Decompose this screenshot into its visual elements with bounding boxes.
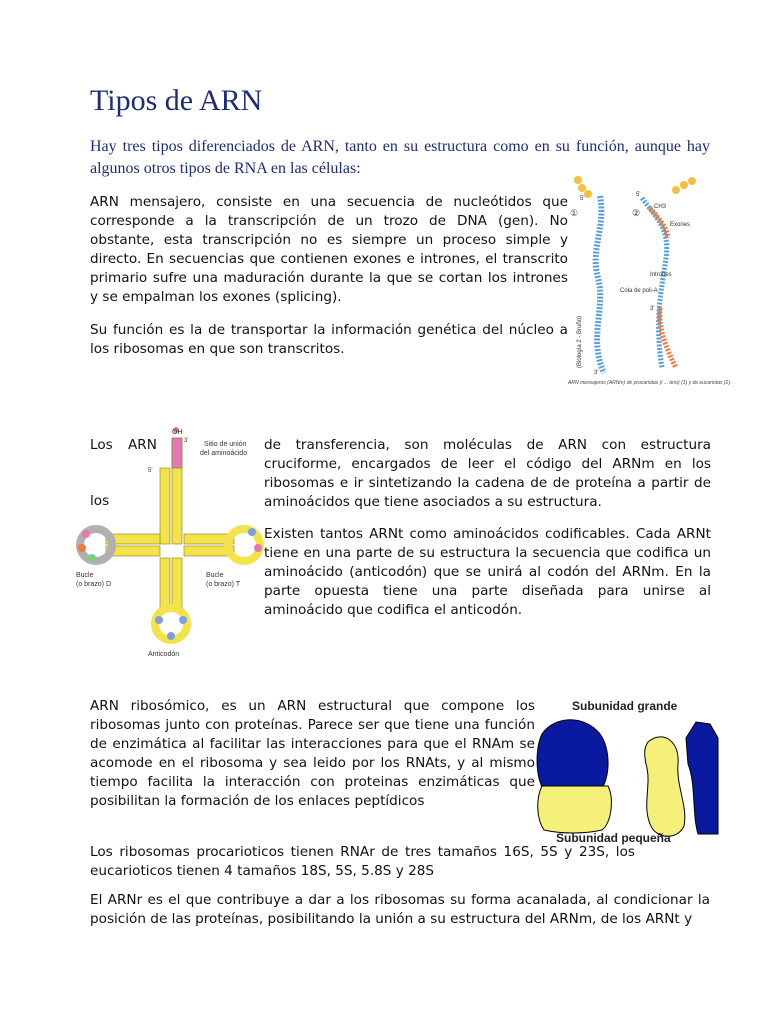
- page-title: Tipos de ARN: [90, 84, 263, 117]
- label-brazo-d: (o brazo) D: [76, 581, 112, 588]
- label-3p-prok: 3': [594, 370, 599, 376]
- trna-figure: [76, 424, 266, 660]
- trna-lead-word-los: Los: [90, 437, 113, 453]
- label-5p-euk: 5': [636, 192, 641, 198]
- label-oh: OH: [172, 429, 183, 436]
- label-3p: 3': [184, 438, 189, 444]
- trna-anticodon-arm: [155, 558, 187, 640]
- label-5p: 5': [148, 468, 153, 474]
- trna-lead-word-los-2: los: [90, 493, 110, 509]
- rrna-paragraph-2: Los ribosomas procarioticos tienen RNAr de tres tamaños 16S, 5S y 23S, los eucarioticos tienen 4 tamaños 18S, 5S, 5.8S y 28S: [90, 844, 635, 879]
- trna-paragraph-2: Existen tantos ARNt como aminoácidos codificables. Cada ARNt tiene en una parte de su estructura la secuencia que codifica un aminoácido (anticodón) que se unirá al codón del ARNm. En la parte opuesta tiene una parte diseñada para unirse al aminoácido que codifica el anticodón.: [264, 526, 711, 618]
- ribosome-large-subunit-right: [686, 722, 718, 834]
- label-bucle-d: Bucle: [76, 572, 94, 579]
- ribosome-small-subunit-left: [538, 786, 612, 833]
- label-subunidad-grande: Subunidad grande: [572, 699, 678, 713]
- trna-acceptor-stem: [160, 438, 182, 544]
- rrna-paragraph-1: ARN ribosómico, es un ARN estructural que compone los ribosomas junto con proteínas. Parece ser que tiene una función de enzimática al facilitar las interacciones para que el RNAm se acomode en el ribosoma y sea leido por los RNAts, y al mismo tiempo facilita la interacción con proteinas enzimáticas que posibilitan la formación de los enlaces peptídicos: [90, 698, 535, 809]
- label-del-aminoacido: del aminoácido: [200, 450, 248, 457]
- marker-2: ②: [632, 208, 641, 218]
- marker-1: ①: [570, 208, 579, 218]
- ribosome-small-subunit-right: [645, 737, 685, 836]
- mrna-paragraph-1: ARN mensajero, consiste en una secuencia de nucleótidos que corresponde a la transcripción de un trozo de DNA (gen). No obstante, esta transcripción no es siempre un proceso simple y directo. En secuencias que contienen exones e intrones, el transcrito primario sufre una maduración durante la que se cortan los intrones y se empalman los exones (splicing).: [90, 194, 568, 305]
- mrna-paragraph-2: Su función es la de transportar la información genética del núcleo a los ribosomas en que son transcritos.: [90, 322, 568, 357]
- label-ch3: CH3: [654, 204, 667, 210]
- label-sitio-union: Sitio de unión: [204, 441, 247, 448]
- label-3p-euk: 3': [650, 306, 655, 312]
- ribosome-figure: [528, 694, 720, 850]
- rrna-paragraph-3: El ARNr es el que contribuye a dar a los ribosomas su forma acanalada, al condicionar la posición de las proteínas, posibilitando la unión a su estructura del ARNm, de los ARNt y: [90, 892, 710, 927]
- mrna-figure-caption: ARN mensajeros (ARNm) de procariotas (i ... tero) (1) y de eucariotas (2).: [568, 380, 732, 386]
- label-brazo-t: (o brazo) T: [206, 581, 241, 588]
- label-subunidad-pequena: Subunidad pequeña: [556, 831, 671, 845]
- cap-circles: [574, 176, 696, 198]
- ribosome-large-subunit-left: [537, 720, 608, 792]
- label-intrones: Intrones: [650, 272, 672, 278]
- label-exones: Exones: [670, 222, 691, 228]
- mrna-figure: [566, 168, 732, 400]
- trna-paragraph-1: de transferencia, son moléculas de ARN con estructura cruciforme, encargados de leer el código del ARNm en los ribosomas e ir sintetizando la cadena de de proteína a partir de aminoácidos que tiene asociados a su estructura.: [264, 437, 711, 510]
- label-cola-poli-a: Cola de poli-A: [620, 288, 658, 294]
- trna-lead-word-arn: ARN: [128, 437, 157, 453]
- label-bucle-t: Bucle: [206, 572, 224, 579]
- source-side-text: (Biología 2 - Bruño): [577, 315, 583, 368]
- label-5p-prok: 5': [580, 196, 585, 202]
- intro-paragraph: Hay tres tipos diferenciados de ARN, tanto en su estructura como en su función, aunque hay algunos otros tipos de RNA en las células:: [90, 138, 710, 177]
- mrna-prokaryote-strand: [596, 196, 604, 373]
- label-anticodon: Anticodón: [148, 651, 180, 658]
